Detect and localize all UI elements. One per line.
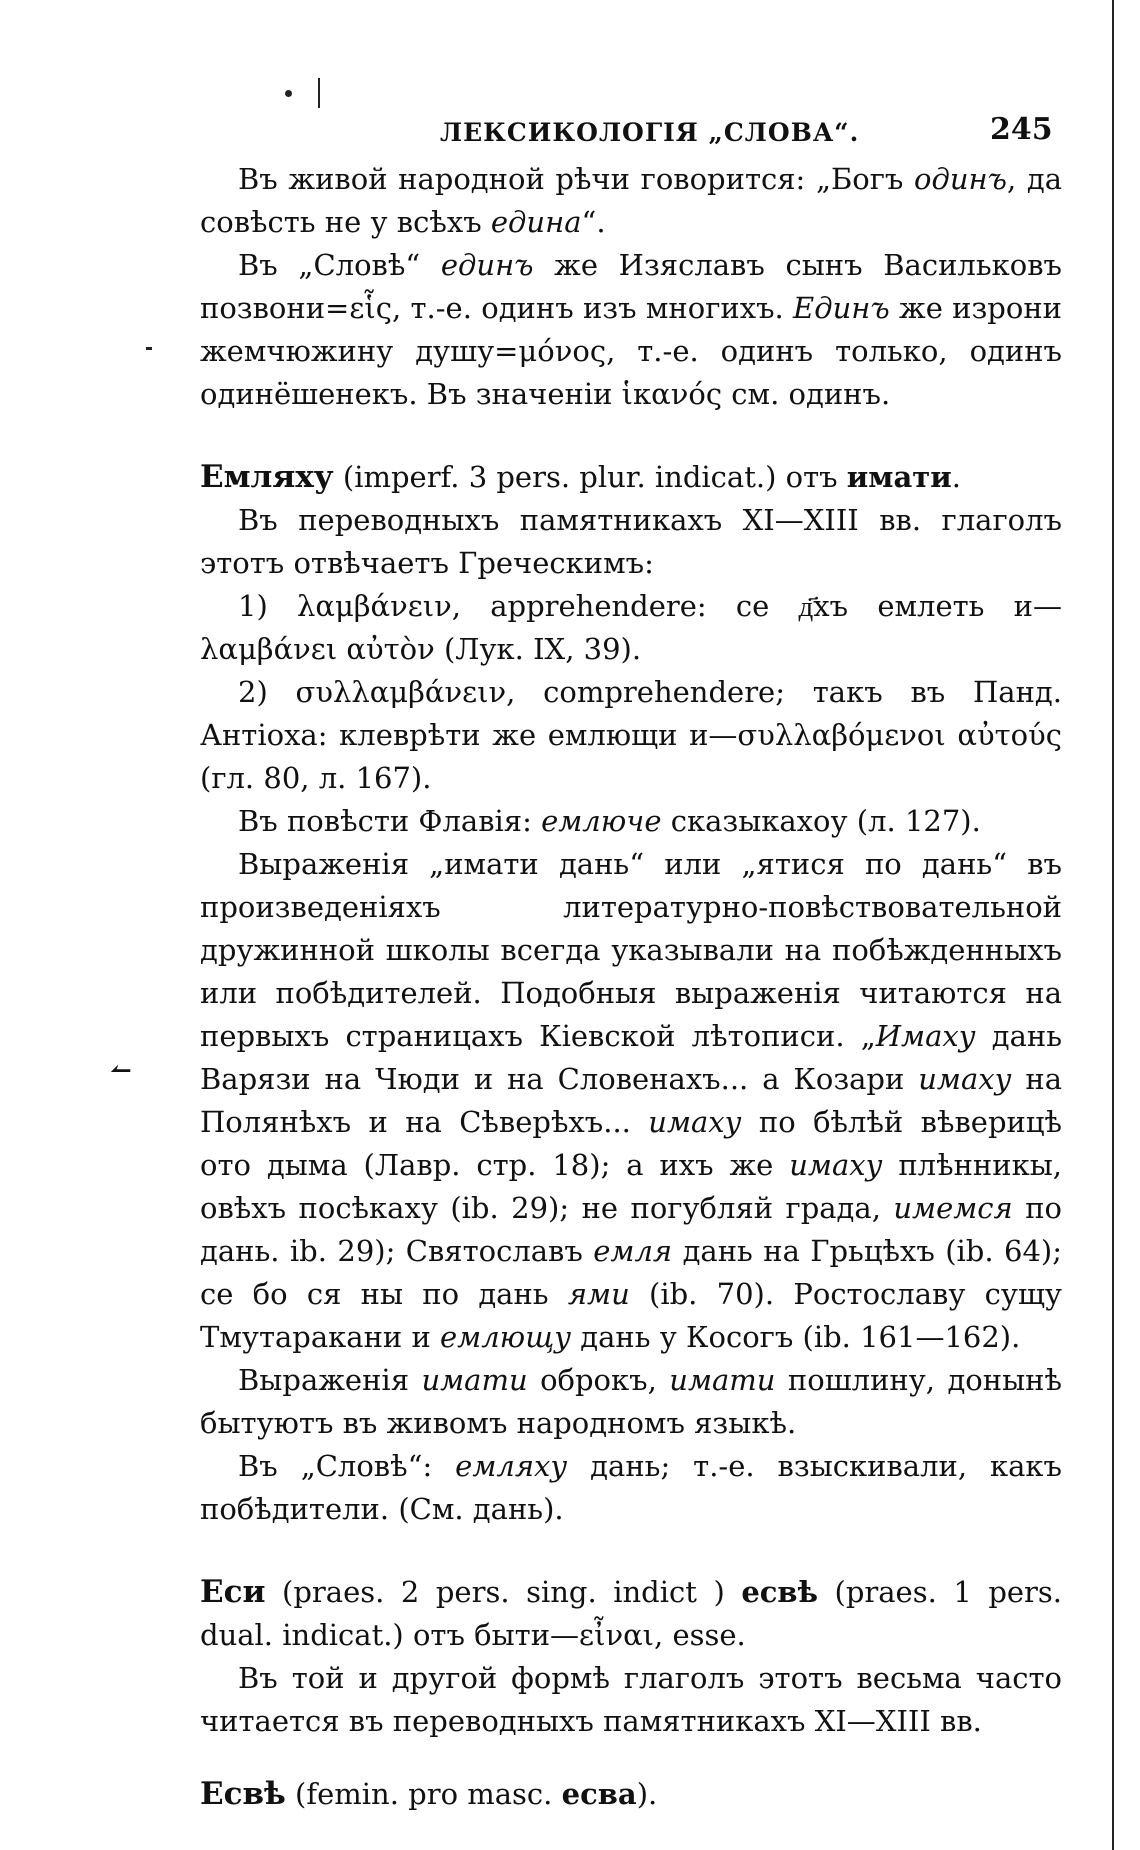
- entry-emlyakhu: Емляху (imperf. 3 pers. plur. indicat.) отъ имати.: [200, 459, 961, 495]
- paragraph-2: Въ „Словѣ“ единъ же Изяславъ сынъ Васильковъ позвони=εἷς, т.-е. одинъ изъ многихъ. Единъ же изрони жемчюжину душу=μόνος, т.-е. одинъ только, одинъ одинёшенекъ. Въ значеніи ἱκανός см. одинъ.: [200, 248, 1062, 411]
- paragraph-7: Выраженія „имати дань“ или „ятися по дань“ въ произведеніяхъ литературно-повѣствовательной дружинной школы всегда указывали на побѣжденныхъ или побѣдителей. Подобныя выраженія читаются на первыхъ страницахъ Кіевской лѣтописи. „Имаху дань Варязи на Чюди и на Словенахъ... а Козари имаху на Полянѣхъ и на Сѣверѣхъ... имаху по бѣлѣй вѣверицѣ ото дыма (Лавр. стр. 18); а ихъ же имаху плѣнникы, овѣхъ посѣкаху (ib. 29); не погубляй града, имемся по дань. ib. 29); Святославъ емля дань на Грьцѣхъ (ib. 64); се бо ся ны по дань ями (ib. 70). Ростославу сущу Тмутаракани и емлющу дань у Косогъ (ib. 161—162).: [200, 847, 1062, 1354]
- paragraph-5: 2) συλλαμβάνειν, comprehendere; такъ въ Панд. Антіоха: клеврѣти же емлющи и—συλλαβόμενοι αὐτούς (гл. 80, л. 167).: [200, 675, 1062, 795]
- margin-dash: [146, 347, 152, 350]
- page-edge-rule: [1112, 0, 1114, 1850]
- entry-esve: Есвѣ (femin. pro masc. есва).: [200, 1776, 658, 1812]
- paragraph-8: Выраженія имати оброкъ, имати пошлину, донынѣ бытуютъ въ живомъ народномъ языкѣ.: [200, 1363, 1062, 1440]
- print-mark-dot: [285, 90, 292, 97]
- headword: Есвѣ: [200, 1776, 286, 1812]
- headword: Емляху: [200, 459, 334, 495]
- entry-esi: Еси (praes. 2 pers. sing. indict ) есвѣ (praes. 1 pers. dual. indicat.) отъ быти—εἶναι, esse.: [200, 1574, 1063, 1652]
- paragraph-1: Въ живой народной рѣчи говорится: „Богъ одинъ, да совѣсть не у всѣхъ едина“.: [200, 162, 1062, 239]
- paragraph-10: Въ той и другой формѣ глаголъ этотъ весьма часто читается въ переводныхъ памятникахъ XI—XIII вв.: [200, 1661, 1062, 1738]
- headword: Еси: [200, 1574, 266, 1610]
- page-body: [200, 158, 1062, 1816]
- paragraph-3: Въ переводныхъ памятникахъ XI—XIII вв. глаголъ этотъ отвѣчаетъ Греческимъ:: [200, 503, 1062, 580]
- running-header-title: ЛЕКСИКОЛОГІЯ „СЛОВА“.: [440, 118, 860, 147]
- paragraph-4: 1) λαμβάνειν, apprehendere: се д҃хъ емлеть и—λαμβάνει αὐτὸν (Лук. IX, 39).: [200, 589, 1062, 666]
- paragraph-6: Въ повѣсти Флавія: емлюче сказыкахоу (л. 127).: [238, 804, 981, 838]
- paragraph-9: Въ „Словѣ“: емляху дань; т.-е. взыскивали, какъ побѣдители. (См. дань).: [200, 1449, 1062, 1526]
- page-number: 245: [990, 112, 1053, 147]
- margin-arrow: ↼: [110, 1056, 132, 1086]
- print-mark-bar: [318, 78, 320, 108]
